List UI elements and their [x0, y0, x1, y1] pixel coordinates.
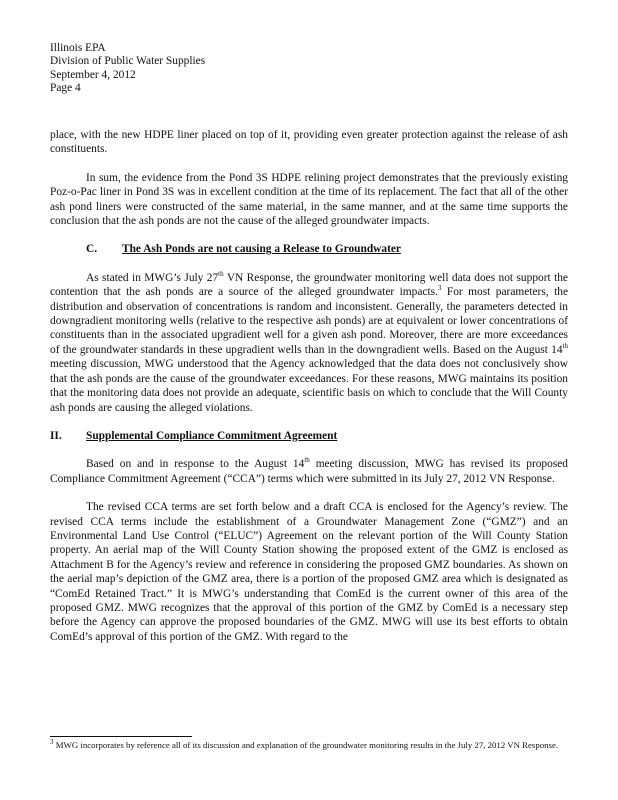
footnote-divider [50, 736, 192, 737]
header-date: September 4, 2012 [50, 68, 136, 81]
paragraph-monitoring-data [50, 271, 568, 415]
p3-text-b: VN Response, the groundwater monitoring well data does not support the contention that the ash ponds are a source of the alleged groundwater impacts. [50, 271, 568, 299]
header-org: Illinois EPA [50, 42, 106, 54]
section-heading-c [50, 242, 568, 256]
p3-sup-c: th [562, 342, 568, 351]
header-division: Division of Public Water Supplies [50, 55, 206, 68]
paragraph-in-sum: In sum, the evidence from the Pond 3S HDPE relining project demonstrates that the previously existing Poz-o-Pac liner in Pond 3S was in excellent condition at the time of its replacement. The fact that all of the other ash pond liners were constructed of the same material, in the same manner, and at the same time supports the conclusion that the ash ponds are not the cause of the alleged groundwater impacts. [50, 171, 568, 228]
paragraph-liner-continuation: place, with the new HDPE liner placed on top of it, providing even greater protection against the release of ash constituents. [50, 129, 568, 156]
footnote-reference-3: 3 [437, 284, 442, 293]
section-heading-ii [50, 429, 568, 443]
p4-sup-a: th [304, 456, 310, 465]
section-heading-ii-title: Supplemental Compliance Commitment Agreement [86, 429, 338, 442]
p4-text-b: meeting discussion, MWG has revised its proposed Compliance Commitment Agreement (“CCA”) terms which were submitted in its July 27, 2012 VN Response. [50, 458, 569, 485]
footnote-number: 3 [50, 738, 54, 747]
paragraph-revised-cca [50, 457, 568, 486]
p3-text-c: For most parameters, the distribution and observation of concentrations is random and inconsistent. Generally, the parameters detected in downgradient monitoring wells (relative to the respective ash ponds) are at equivalent or lower concentrations of constituents than in the associated upgradient well for a given ash pond. Moreover, there are more exceedances of the groundwater standards in these upgradient wells than in the downgradient wells. Based on the August 14 [50, 286, 568, 356]
section-heading-c-title: The Ash Ponds are not causing a Release to Groundwater [122, 243, 401, 256]
p4-text-a: Based on and in response to the August 14 [86, 458, 305, 471]
p3-text-a: As stated in MWG’s July 27 [86, 271, 219, 284]
p3-sup-a: th [218, 270, 224, 279]
section-heading-c-number: C. [86, 243, 98, 256]
p3-text-d: meeting discussion, MWG understood that the Agency acknowledged that the data does not conclusively show that the ash ponds are the cause of the groundwater exceedances. For these reasons, MWG maintains its position that the monitoring data does not provide an adequate, scientific basis on which to conclude that the Will County ash ponds are causing the alleged violations. [50, 358, 568, 414]
paragraph-cca-terms: The revised CCA terms are set forth below and a draft CCA is enclosed for the Agency’s review. The revised CCA terms include the establishment of a Groundwater Management Zone (“GMZ”) and an Environmental Land Use Control (“ELUC”) Agreement on the relevant portion of the Will County Station property. An aerial map of the Will County Station showing the proposed extent of the GMZ is enclosed as Attachment B for the Agency’s review and reference in considering the proposed GMZ boundaries. As shown on the aerial map’s depiction of the GMZ area, there is a portion of the proposed GMZ area which is designated as “ComEd Retained Tract.” It is MWG’s understanding that ComEd is the current owner of this area of the proposed GMZ. MWG recognizes that the approval of this portion of the GMZ by ComEd is a necessary step before the Agency can approve the proposed boundaries of the GMZ. MWG will use its best efforts to obtain ComEd’s approval of this portion of the GMZ. With regard to the [50, 501, 568, 643]
section-heading-ii-number: II. [50, 429, 62, 442]
header-page-number: Page 4 [50, 82, 81, 95]
letter-header [50, 42, 205, 96]
footnote-text: MWG incorporates by reference all of its discussion and explanation of the groundwater monitoring results in the July 27, 2012 VN Response. [53, 740, 559, 750]
footnote-3 [50, 739, 568, 751]
document-body [50, 128, 568, 658]
